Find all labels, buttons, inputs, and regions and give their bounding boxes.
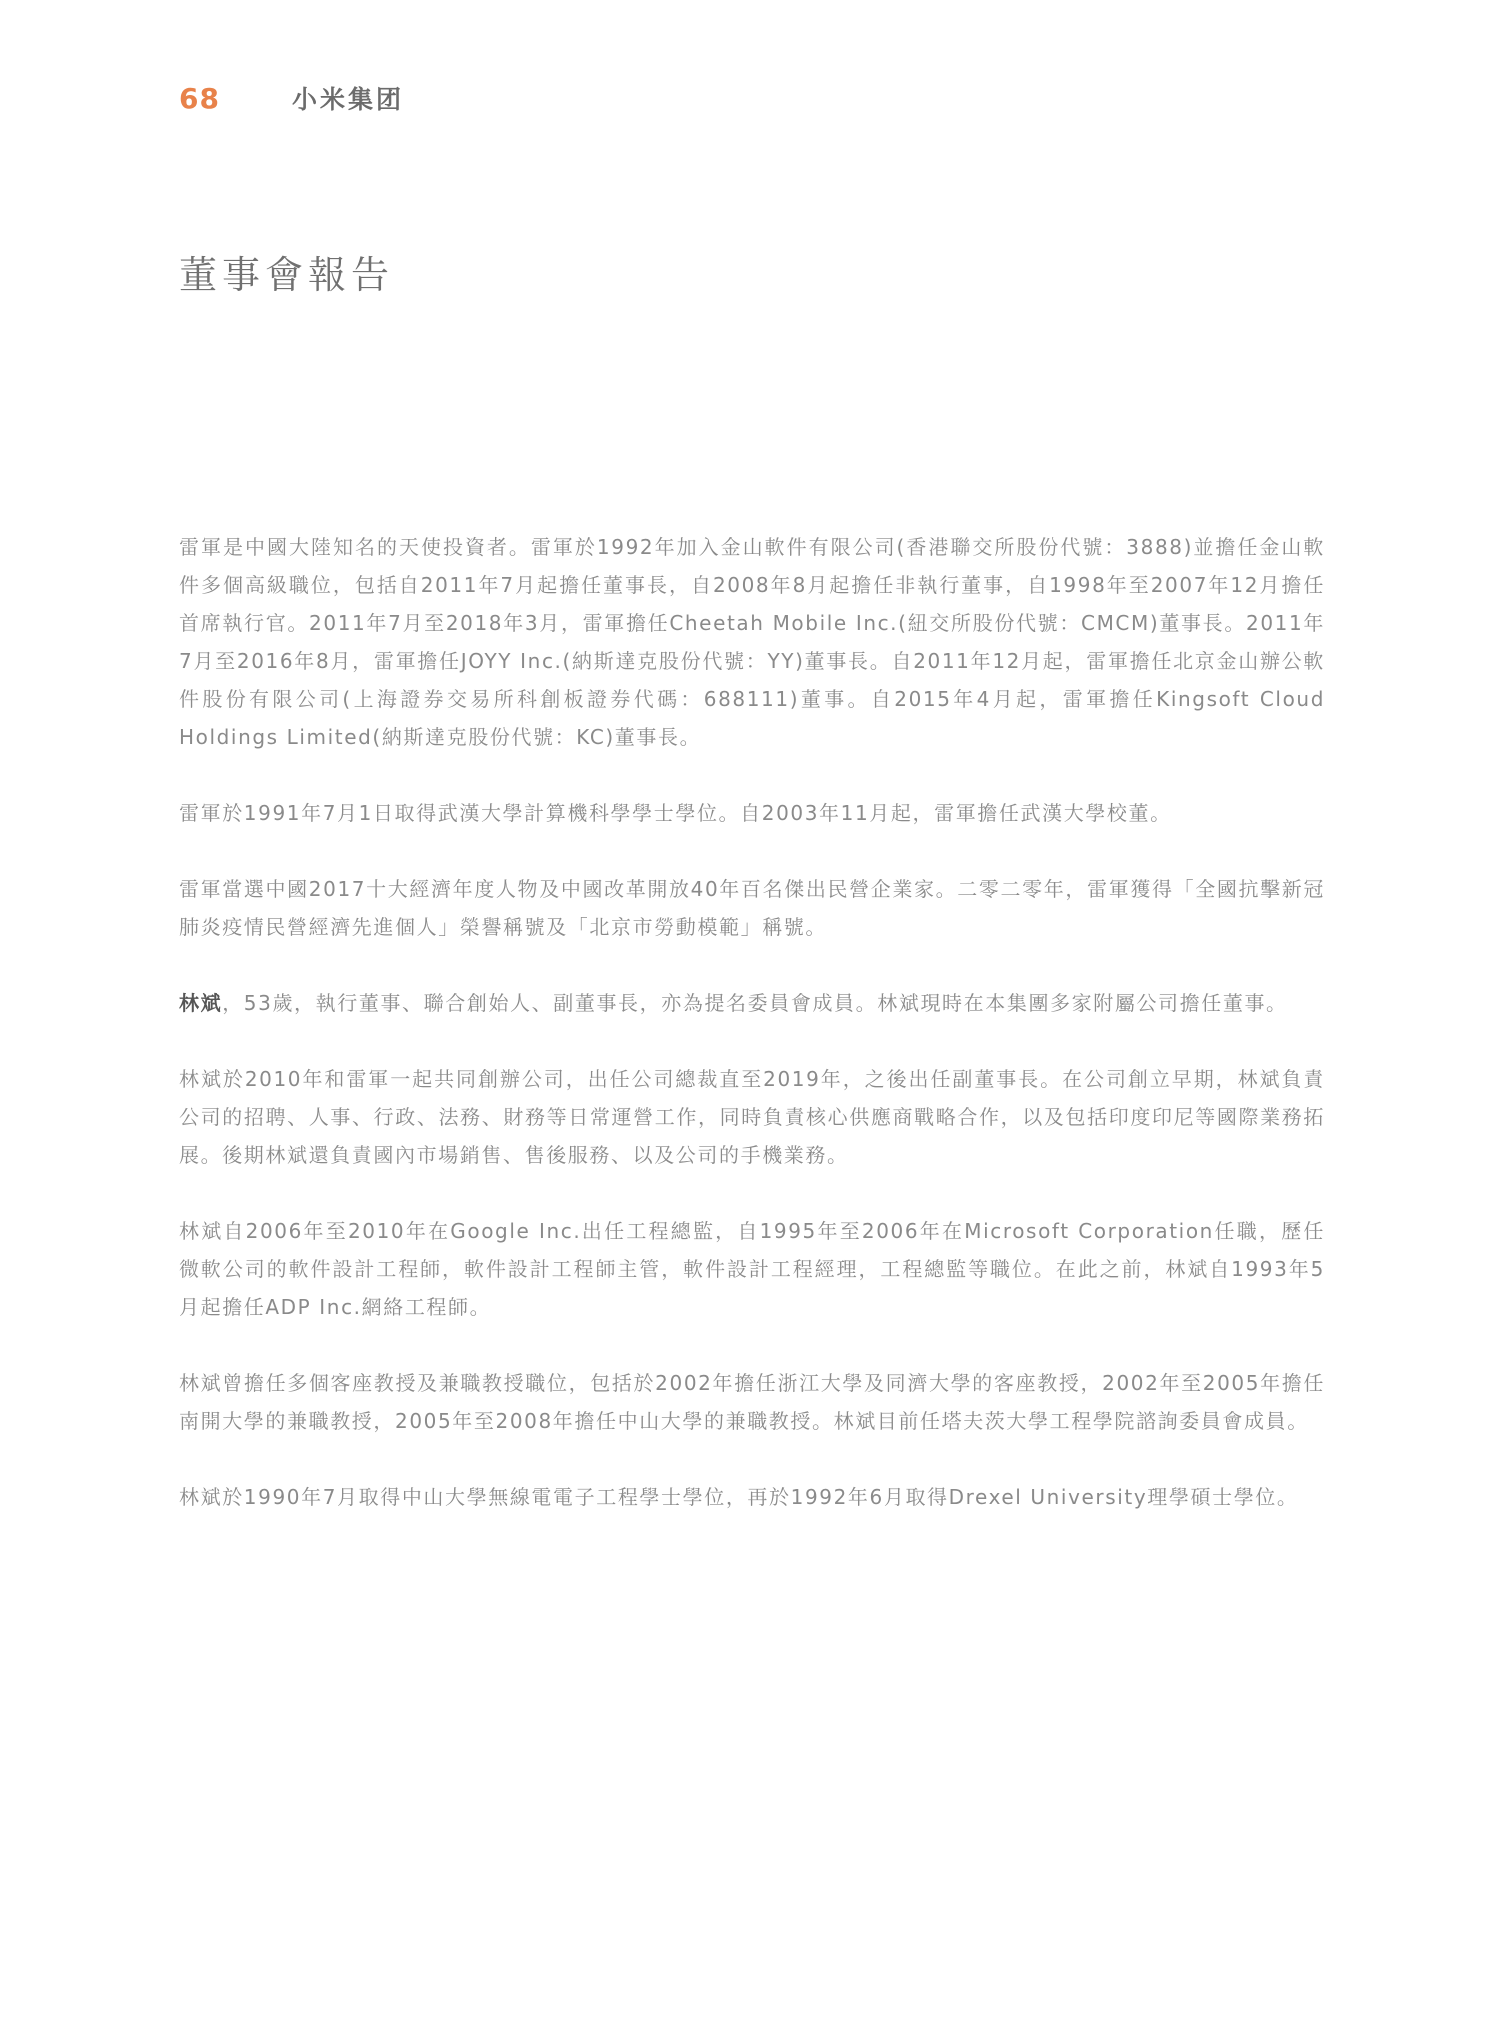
director-intro-text: ，53歲，執行董事、聯合創始人、副董事長，亦為提名委員會成員。林斌現時在本集團多家附屬公司擔任董事。: [222, 991, 1288, 1015]
paragraph-lei-jun-honors: 雷軍當選中國2017十大經濟年度人物及中國改革開放40年百名傑出民營企業家。二零二零年，雷軍獲得「全國抗擊新冠肺炎疫情民營經濟先進個人」榮譽稱號及「北京市勞動模範」稱號。: [179, 877, 1325, 939]
report-body: [179, 528, 1325, 1554]
paragraph-lin-bin-professorships: 林斌曾擔任多個客座教授及兼職教授職位，包括於2002年擔任浙江大學及同濟大學的客座教授，2002年至2005年擔任南開大學的兼職教授，2005年至2008年擔任中山大學的兼職教授。林斌目前任塔夫茨大學工程學院諮詢委員會成員。: [179, 1371, 1325, 1433]
paragraph-lin-bin-founding: 林斌於2010年和雷軍一起共同創辦公司，出任公司總裁直至2019年，之後出任副董事長。在公司創立早期，林斌負責公司的招聘、人事、行政、法務、財務等日常運營工作，同時負責核心供應商戰略合作，以及包括印度印尼等國際業務拓展。後期林斌還負責國內市場銷售、售後服務、以及公司的手機業務。: [179, 1067, 1325, 1167]
paragraph-lin-bin-experience: 林斌自2006年至2010年在Google Inc.出任工程總監，自1995年至2006年在Microsoft Corporation任職，歷任微軟公司的軟件設計工程師，軟件設計工程師主管，軟件設計工程經理，工程總監等職位。在此之前，林斌自1993年5月起擔任ADP Inc.網絡工程師。: [179, 1219, 1325, 1319]
company-name: 小米集团: [291, 85, 404, 114]
paragraph-lin-bin-intro: [179, 984, 1325, 1022]
paragraph-lin-bin-education: 林斌於1990年7月取得中山大學無線電電子工程學士學位，再於1992年6月取得Drexel University理學碩士學位。: [179, 1485, 1299, 1509]
page-header: [179, 80, 404, 116]
paragraph-lei-jun-education: 雷軍於1991年7月1日取得武漢大學計算機科學學士學位。自2003年11月起，雷軍擔任武漢大學校董。: [179, 801, 1172, 825]
section-title: 董事會報告: [179, 253, 395, 297]
paragraph-lei-jun-career: 雷軍是中國大陸知名的天使投資者。雷軍於1992年加入金山軟件有限公司(香港聯交所股份代號：3888)並擔任金山軟件多個高級職位，包括自2011年7月起擔任董事長，自2008年8月起擔任非執行董事，自1998年至2007年12月擔任首席執行官。2011年7月至2018年3月，雷軍擔任Cheetah Mobile Inc.(紐交所股份代號：CMCM)董事長。2011年7月至2016年8月，雷軍擔任JOYY Inc.(納斯達克股份代號：YY)董事長。自2011年12月起，雷軍擔任北京金山辦公軟件股份有限公司(上海證券交易所科創板證券代碼：688111)董事。自2015年4月起，雷軍擔任Kingsoft Cloud Holdings Limited(納斯達克股份代號：KC)董事長。: [179, 535, 1325, 749]
director-name: 林斌: [179, 991, 223, 1015]
page-number: 68: [179, 82, 220, 115]
